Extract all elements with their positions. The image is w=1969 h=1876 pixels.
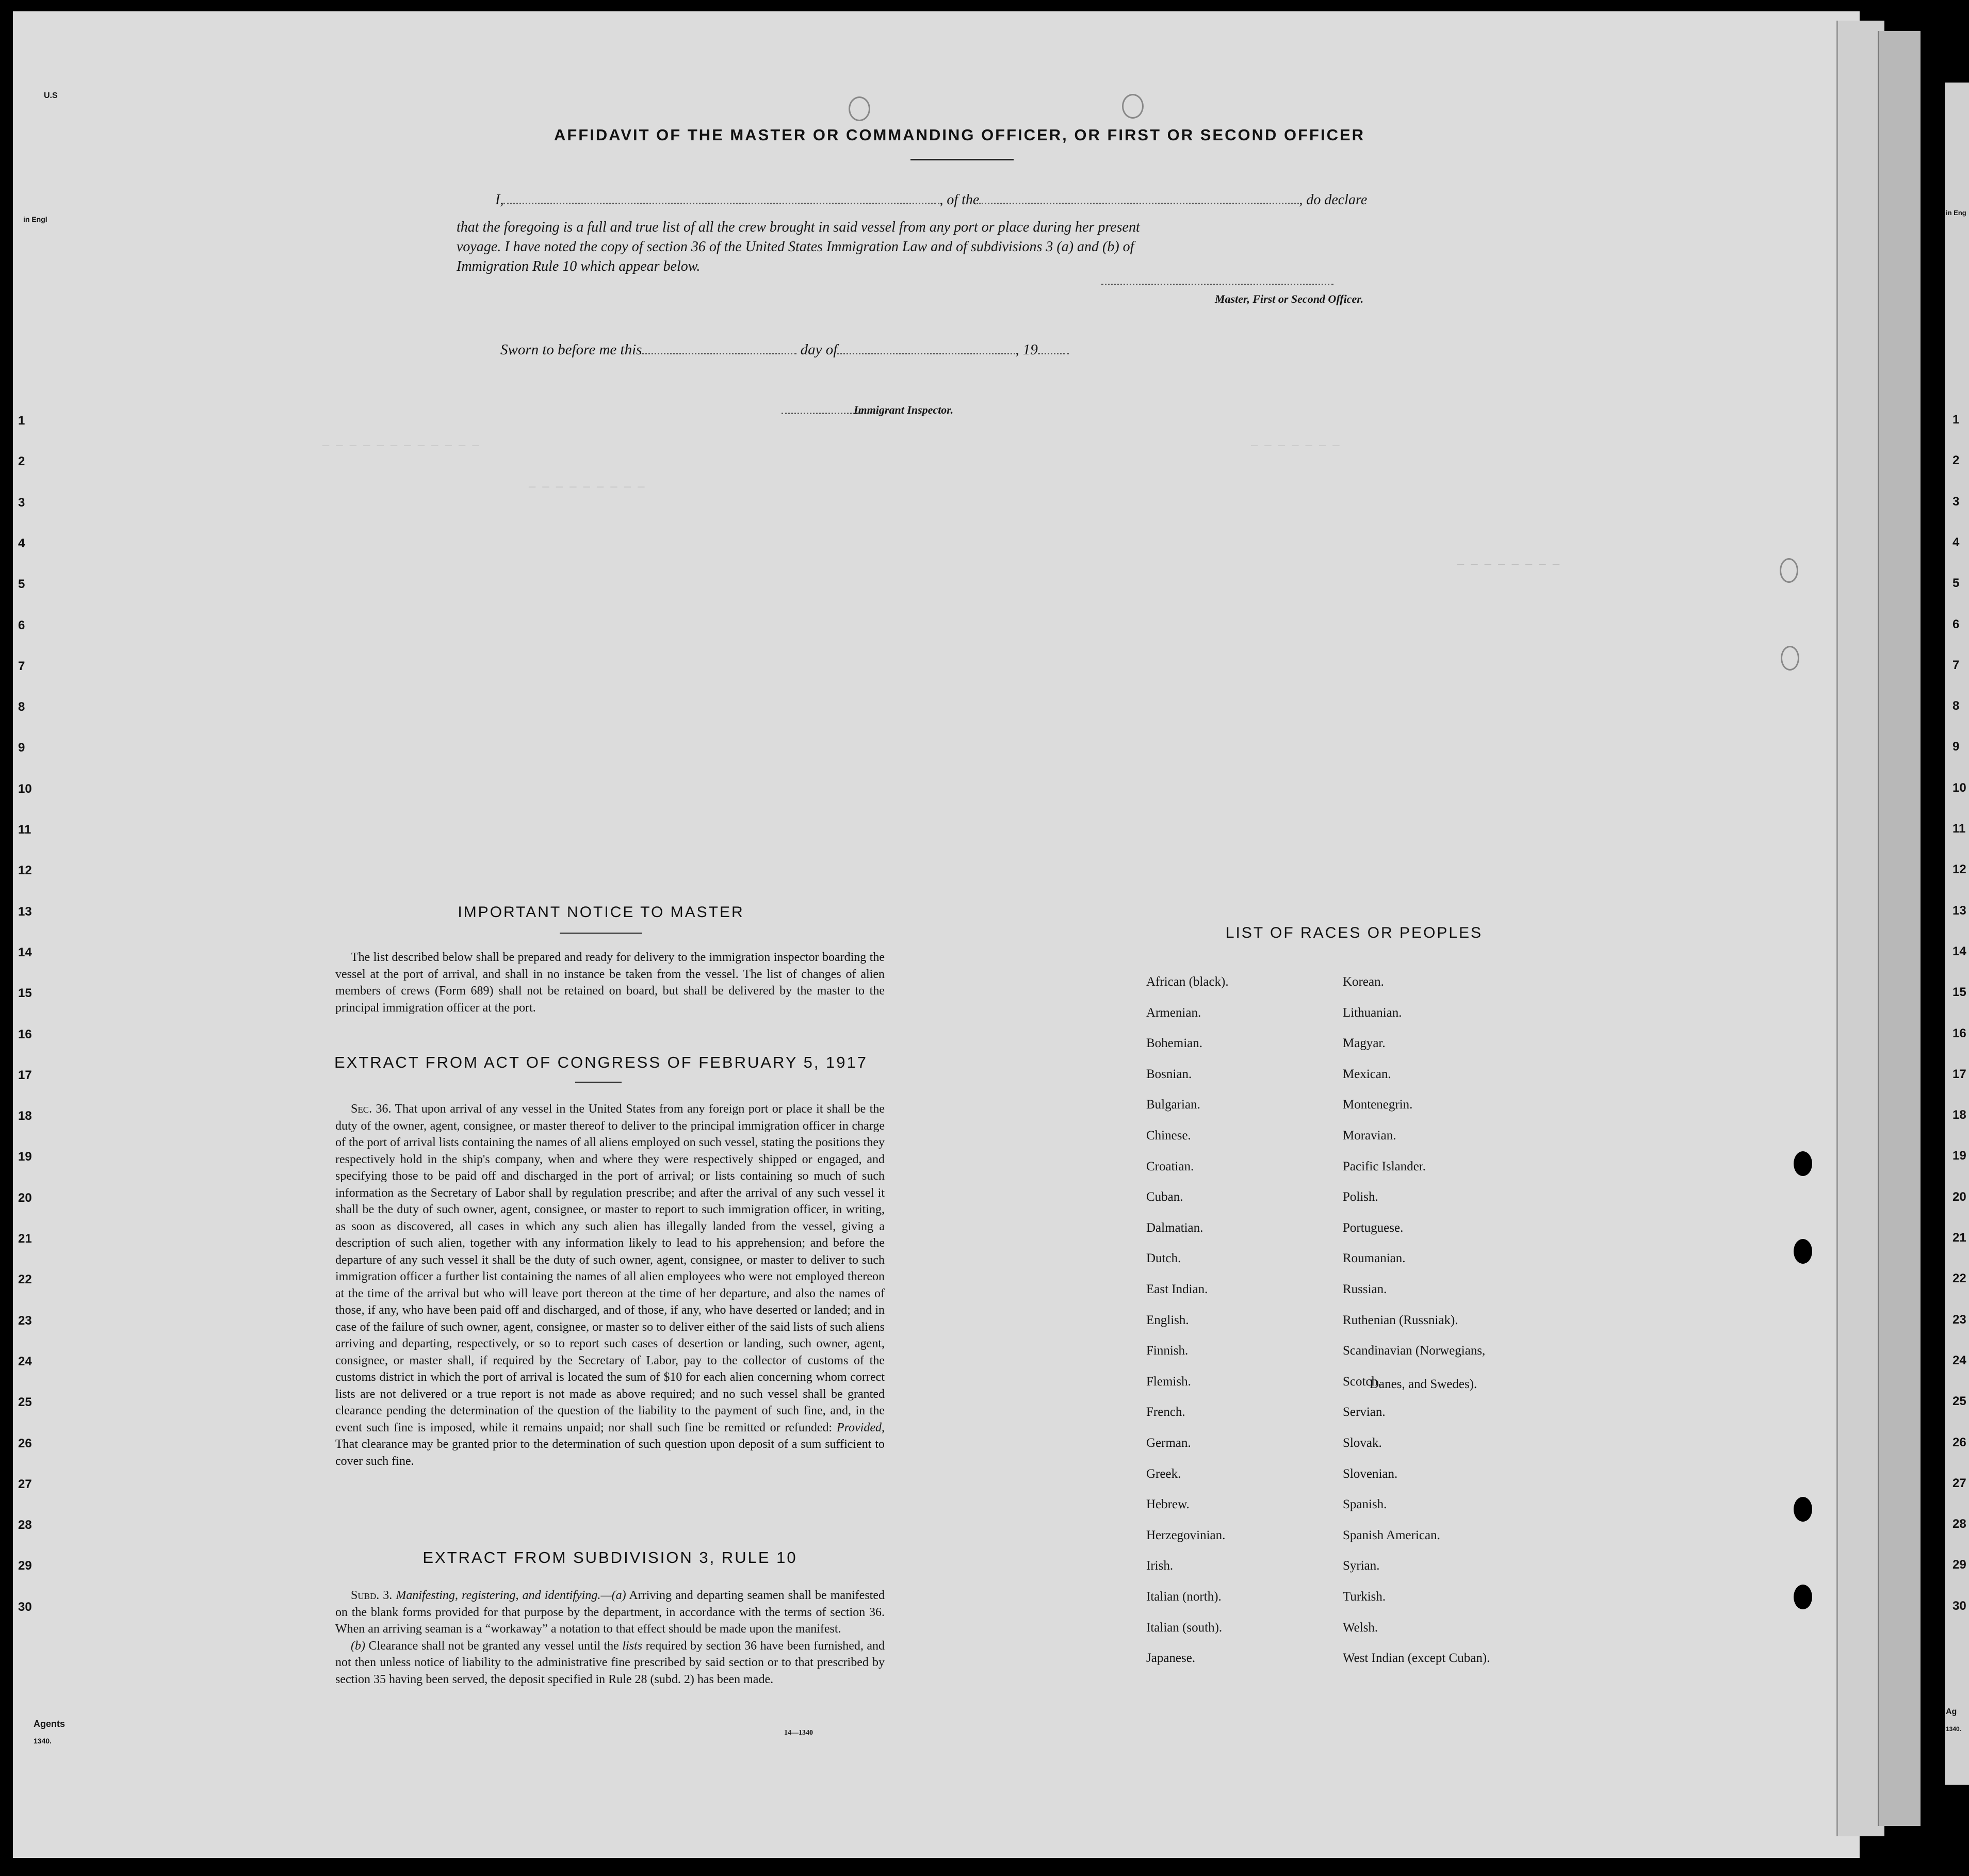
act-extract-title: EXTRACT FROM ACT OF CONGRESS OF FEBRUARY 5, 1917 <box>334 1053 868 1071</box>
race-item: Slovenian. <box>1343 1467 1398 1481</box>
race-item: Chinese. <box>1146 1129 1191 1143</box>
race-item: Croatian. <box>1146 1160 1194 1173</box>
row-number: 5 <box>1952 576 1960 590</box>
row-number: 26 <box>1952 1435 1966 1449</box>
sworn-month-blank <box>837 353 1015 354</box>
row-number: 19 <box>1952 1149 1966 1163</box>
row-number: 5 <box>18 577 25 591</box>
row-number: 29 <box>1952 1558 1966 1572</box>
punch-hole <box>1122 94 1144 119</box>
row-number: 27 <box>18 1477 32 1491</box>
race-item: Finnish. <box>1146 1344 1189 1358</box>
punch-hole <box>849 96 870 121</box>
race-item: Bosnian. <box>1146 1067 1192 1081</box>
form-number: 14—1340 <box>784 1729 813 1737</box>
race-item: Ruthenian (Russniak). <box>1343 1313 1458 1327</box>
vessel-blank <box>979 203 1299 204</box>
row-number: 8 <box>1952 699 1960 713</box>
punch-hole <box>1794 1239 1812 1264</box>
row-number: 1 <box>18 414 25 428</box>
race-item: Slovak. <box>1343 1436 1382 1450</box>
rule-subd-heading: Manifesting, registering, and identifying.—(a) <box>396 1589 626 1602</box>
margin-fragment-code-right: 1340. <box>1946 1725 1962 1733</box>
race-item: Spanish American. <box>1343 1528 1440 1542</box>
row-number: 16 <box>18 1027 32 1041</box>
inspector-label: Immigrant Inspector. <box>854 403 954 416</box>
row-number: 27 <box>1952 1476 1966 1490</box>
race-item: Montenegrin. <box>1343 1098 1413 1112</box>
sworn-day-of: day of <box>800 341 838 358</box>
row-number: 11 <box>18 823 31 837</box>
race-item: Korean. <box>1343 975 1384 989</box>
margin-fragment-agents: Agents <box>34 1719 66 1729</box>
row-number: 2 <box>18 454 25 468</box>
rule-extract-title: EXTRACT FROM SUBDIVISION 3, RULE 10 <box>422 1548 798 1567</box>
signature-blank <box>1101 284 1333 285</box>
sworn-line <box>500 341 1069 358</box>
rule-para-b-label: (b) <box>351 1639 365 1653</box>
margin-fragment-us: U.S <box>44 91 58 100</box>
race-item: Portuguese. <box>1343 1221 1404 1235</box>
act-section-body: That upon arrival of any vessel in the United States from any foreign port or place it shall be the duty of the owner, agent, consignee, or master thereof to deliver to the principal immigration officer in charge of the port of arrival lists containing the names of all aliens employed on such vessel, stating the positions they respectively hold in the ship's company, when and where they were respectively shipped or engaged, and specifying those to be paid off and discharged in the port of arrival; or lists containing so much of such information as the Secretary of Labor shall by regulation prescribe; and after the arrival of any such vessel it shall be the duty of such owner, agent, consignee, or master to report to such immigration officer, in writing, as soon as discovered, all cases in which any such alien has illegally landed from the vessel, giving a description of such alien, together with any information likely to lead to his apprehension; and before the departure of any such vessel it shall be the duty of such owner, agent, consignee, or master to deliver to such immigration officer a further list containing the names of all alien employees who were not employed thereon at the time of the arrival but who will leave port thereon at the time of her departure, and also the names of those, if any, who have been paid off and discharged, and of those, if any, who have deserted or landed; and in case of the failure of such owner, agent, consignee, or master so to deliver either of the said lists of such aliens arriving and departing, respectively, or so to report such cases of desertion or landing, such owner, agent, consignee, or master shall, if required by the Secretary of Labor, pay to the collector of customs of the customs district in which the port of arrival is located the sum of $10 for each alien concerning whom correct lists are not delivered or a true report is not made as above required; and no such vessel shall be granted clearance pending the determination of the question of the liability to the payment of such fine, and, in the event such fine is imposed, while it remains unpaid; nor shall such fine be remitted or refunded: <box>335 1102 885 1434</box>
race-item: Bohemian. <box>1146 1036 1203 1050</box>
race-item: Turkish. <box>1343 1590 1386 1604</box>
row-number: 13 <box>18 905 32 919</box>
race-item: West Indian (except Cuban). <box>1343 1651 1490 1665</box>
race-item: Bulgarian. <box>1146 1098 1200 1112</box>
row-number: 14 <box>1952 944 1966 958</box>
rule-subd-label: Subd. 3. <box>351 1589 393 1602</box>
race-item: Scotch. <box>1343 1375 1381 1389</box>
race-item: Russian. <box>1343 1282 1387 1296</box>
next-page-edge <box>1878 31 1921 1826</box>
notice-text: The list described below shall be prepared and ready for delivery to the immigration inspector boarding the vessel at the port of arrival, and shall in no instance be taken from the vessel. The list of changes of alien members of crews (Form 689) shall not be retained on board, but shall be delivered by the master to the principal immigration officer at the port. <box>335 951 885 1015</box>
rule-para-a <box>335 1587 885 1638</box>
race-item: African (black). <box>1146 975 1229 989</box>
row-number: 23 <box>1952 1313 1966 1327</box>
declaration-of-the: , of the <box>939 192 980 208</box>
row-number: 2 <box>1952 453 1960 467</box>
race-item: Dutch. <box>1146 1251 1181 1265</box>
row-number: 28 <box>1952 1517 1966 1531</box>
races-title: LIST OF RACES OR PEOPLES <box>1225 924 1483 941</box>
declaration-declare: , do declare <box>1299 192 1368 208</box>
row-number: 3 <box>18 496 25 510</box>
affidavit-declaration-line <box>495 192 1367 208</box>
row-number: 6 <box>1952 617 1960 631</box>
row-number: 25 <box>18 1395 32 1409</box>
row-number: 25 <box>1952 1394 1966 1408</box>
row-number: 1 <box>1952 413 1960 427</box>
affidavit-title: AFFIDAVIT OF THE MASTER OR COMMANDING OFFICER, OR FIRST OR SECOND OFFICER <box>554 126 1365 144</box>
race-item: Polish. <box>1343 1190 1378 1204</box>
race-item: Irish. <box>1146 1559 1174 1573</box>
row-number: 30 <box>18 1600 32 1614</box>
race-item: Moravian. <box>1343 1129 1396 1143</box>
punch-hole <box>1794 1585 1812 1609</box>
race-item: English. <box>1146 1313 1189 1327</box>
sworn-day-blank <box>642 353 796 354</box>
row-number: 13 <box>1952 904 1966 918</box>
race-scandinavian-continued: Danes, and Swedes). <box>1370 1377 1477 1391</box>
notice-underline <box>560 933 642 934</box>
margin-fragment-in-engl: in Engl <box>23 215 47 223</box>
race-item: Dalmatian. <box>1146 1221 1203 1235</box>
act-proviso-word: Provided, <box>836 1421 885 1434</box>
row-number: 29 <box>18 1559 32 1573</box>
affidavit-statement <box>457 218 1455 276</box>
act-extract-underline <box>575 1082 622 1083</box>
statement-line-2: voyage. I have noted the copy of section 36 of the United States Immigration Law and of subdivisions 3 (a) and (b) of <box>457 239 1134 255</box>
race-item: Servian. <box>1343 1405 1386 1419</box>
declaration-i: I, <box>495 192 504 208</box>
row-number: 3 <box>1952 495 1960 509</box>
notice-title: IMPORTANT NOTICE TO MASTER <box>458 904 744 921</box>
row-number: 17 <box>1952 1067 1966 1081</box>
act-proviso-text: That clearance may be granted prior to the determination of such question upon deposit of a sum sufficient to cover such fine. <box>335 1438 885 1468</box>
punch-hole <box>1780 558 1798 583</box>
row-number: 7 <box>18 659 25 673</box>
rule-extract-text <box>335 1587 885 1688</box>
rule-para-b-text-1: Clearance shall not be granted any vessel until the <box>368 1639 619 1653</box>
race-item: Spanish. <box>1343 1497 1387 1511</box>
row-number: 11 <box>1952 822 1966 836</box>
row-number: 19 <box>18 1150 32 1164</box>
document-page: — — — — — — — — — — — — — — — — — — — — — — — — — — — — — — — — — — — — U.S in Engl Agents 1340. 1 2 3 4 5 6 7 8 9 10 11 12 13 14 15 16 17 18 19 20 21 22 23 24 25 26 27 28 29 30 AFFIDAVIT OF THE MASTER OR COMMANDING OFFICER, OR FIRST OR SECOND OFFICER I, , of the , do declare that the foregoing is a full and true list of all the crew brought in said vessel from any port or place during her present voyage. I have noted the copy of section 36 of the United States Immigration Law and of subdivisions 3 (a) and (b) of Immigration Rule 10 which appear below. Master, First or Second Officer. Sworn to before me this day of , 19 Immigrant Inspector. IMPORTANT NOTICE TO MASTER The list described below shall be prepared and ready for delivery to the immigration inspector boarding the vessel at the port of arrival, and shall in no instance be taken from the vessel. The list of changes of alien members of crews (Form 689) shall not be retained on board, but shall be delivered by the master to the principal immigration officer at the port. EXTRACT FROM ACT OF CONGRESS OF FEBRUARY 5, 1917 Sec. 36. That upon arrival of any vessel in the United States from any foreign port or place it shall be the duty of the owner, agent, consignee, or master thereof to deliver to the principal immigration officer in charge of the port of arrival lists containing the names of all aliens employed on such vessel, stating the positions they respectively hold in the ship's company, when and where they were respectively shipped or engaged, and specifying those to be paid off and discharged in the port of arrival; or lists containing so much of such information as the Secretary of Labor shall by regulation prescribe; and after the arrival of any such vessel it shall be the duty of such owner, agent, consignee, or master to report to such immigration officer, in writing, as soon as discovered, all cases in which any such alien has illegally landed from the vessel, giving a description of such alien, together with any information likely to lead to his apprehension; and before the departure of any such vessel it shall be the duty of such owner, agent, consignee, or master to deliver to such immigration officer a further list containing the names of all alien employees who were not employed thereon at the time of the arrival but who will leave port thereon at the time of her departure, and also the names of those, if any, who have been paid off and discharged, and of those, if any, who have deserted or landed; and in case of the failure of such owner, agent, consignee, or master so to deliver either of the said lists of such aliens arriving and departing, respectively, or so to report such cases of desertion or landing, such owner, agent, consignee, or master shall, if required by the Secretary of Labor, pay to the collector of customs of the customs district in which the port of arrival is located the sum of $10 for each alien concerning whom correct lists are not delivered or a true report is not made as above required; and no such vessel shall be granted clearance pending the determination of the question of the liability to the payment of such fine, and, in the event such fine is imposed, while it remains unpaid; nor shall such fine be remitted or refunded: Provided, That clearance may be granted prior to the determination of such question upon deposit of a sum sufficient to cover such fine. EXTRACT FROM SUBDIVISION 3, RULE 10 Subd. 3. Manifesting, registering, and identifying.—(a) Arriving and departing seamen shall be manifested on the blank forms provided for that purpose by the department, in accordance with the terms of section 36. When an arriving seaman is a “workaway” a notation to that effect should be made upon the manifest. (b) Clearance shall not be granted any vessel until the lists required by section 36 have been furnished, and not then unless notice of liability to the administrative fine prescribed by said section or to that prescribed by section 35 having been served, the deposit specified in Rule 28 (subd. 2) has been made. 14—1340 LIST OF RACES OR PEOPLES African (black). Armenian. Bohemian. Bosnian. Bulgarian. Chinese. Croatian. Cuban. Dalmatian. Dutch. East Indian. English. Finnish. Flemish. French. German. Greek. Hebrew. Herzegovinian. Irish. Italian (north). Italian (south). Japanese. Korean. Lithuanian. Magyar. Mexican. Montenegrin. Moravian. Pacific Islander. Polish. Portuguese. Roumanian. Russian. Ruthenian (Russniak). Scandinavian (Norwegians, Scotch. Servian. Slovak. Slovenian. Spanish. Spanish American. Syrian. Turkish. Welsh. West Indian (except Cuban). Danes, and Swedes). <box>13 11 1860 1858</box>
row-number: 10 <box>1952 781 1966 795</box>
name-blank <box>503 203 939 204</box>
race-item: Cuban. <box>1146 1190 1183 1204</box>
statement-line-1: that the foregoing is a full and true list of all the crew brought in said vessel from any port or place during her present <box>457 219 1140 235</box>
act-extract-text <box>335 1101 885 1470</box>
row-number: 30 <box>1952 1599 1966 1613</box>
row-number: 21 <box>1952 1231 1966 1245</box>
row-number: 8 <box>18 700 25 714</box>
row-number: 22 <box>1952 1271 1966 1285</box>
race-item: Scandinavian (Norwegians, <box>1343 1344 1486 1358</box>
row-number: 21 <box>18 1232 32 1246</box>
rule-para-b-text-2: required by section 36 have been furnished, and not then unless notice of liability to the administrative fine prescribed by said section or to that prescribed by section 35 having been served, the deposit specified in Rule 28 (subd. 2) has been made. <box>335 1639 885 1686</box>
row-number: 23 <box>18 1314 32 1328</box>
race-item: Lithuanian. <box>1343 1006 1402 1020</box>
row-number: 6 <box>18 618 25 632</box>
race-item: Mexican. <box>1343 1067 1391 1081</box>
race-item: Welsh. <box>1343 1621 1378 1635</box>
race-item: French. <box>1146 1405 1185 1419</box>
rule-para-b <box>335 1638 885 1688</box>
race-item: Flemish. <box>1146 1375 1191 1389</box>
rule-para-b-lists: lists <box>622 1639 643 1653</box>
race-item: Hebrew. <box>1146 1497 1190 1511</box>
punch-hole <box>1781 646 1799 671</box>
row-number: 15 <box>1952 985 1966 999</box>
race-item: Syrian. <box>1343 1559 1380 1573</box>
race-item: Japanese. <box>1146 1651 1196 1665</box>
race-item: Herzegovinian. <box>1146 1528 1226 1542</box>
race-item: Magyar. <box>1343 1036 1386 1050</box>
margin-fragment-code: 1340. <box>34 1737 52 1745</box>
race-item: Pacific Islander. <box>1343 1160 1426 1173</box>
row-number: 22 <box>18 1273 32 1286</box>
sworn-prefix: Sworn to before me this <box>500 341 642 358</box>
margin-fragment-ag: Ag <box>1946 1707 1957 1716</box>
row-number: 16 <box>1952 1026 1966 1040</box>
signature-label: Master, First or Second Officer. <box>1215 292 1364 305</box>
race-item: Greek. <box>1146 1467 1181 1481</box>
rule-para-a-text: Arriving and departing seamen shall be manifested on the blank forms provided for that purpose by the department, in accordance with the terms of section 36. When an arriving seaman is a “workaway” a notation to that effect should be made upon the manifest. <box>335 1589 885 1636</box>
act-section-label: Sec. 36. <box>351 1102 392 1116</box>
row-number: 7 <box>1952 658 1960 672</box>
title-underline <box>910 159 1014 160</box>
row-number: 18 <box>18 1109 32 1123</box>
row-number: 12 <box>18 863 32 877</box>
race-item: Italian (south). <box>1146 1621 1223 1635</box>
race-item: Armenian. <box>1146 1006 1201 1020</box>
row-number: 24 <box>18 1355 32 1368</box>
row-number: 15 <box>18 986 32 1000</box>
inspector-blank <box>782 413 861 414</box>
punch-hole <box>1794 1151 1812 1176</box>
race-item: East Indian. <box>1146 1282 1208 1296</box>
race-item: Roumanian. <box>1343 1251 1406 1265</box>
sworn-year-blank <box>1038 353 1069 354</box>
row-number: 12 <box>1952 862 1966 876</box>
row-number: 20 <box>18 1191 32 1205</box>
row-number: 17 <box>18 1068 32 1082</box>
row-number: 26 <box>18 1437 32 1450</box>
row-number: 14 <box>18 945 32 959</box>
row-number: 28 <box>18 1518 32 1532</box>
statement-line-3: Immigration Rule 10 which appear below. <box>457 258 701 274</box>
race-item: Italian (north). <box>1146 1590 1222 1604</box>
row-number: 20 <box>1952 1190 1966 1204</box>
margin-fragment-in-eng: in Eng <box>1946 209 1966 217</box>
row-number: 10 <box>18 782 32 796</box>
row-number: 9 <box>18 741 25 755</box>
punch-hole <box>1794 1497 1812 1522</box>
row-number: 18 <box>1952 1108 1966 1122</box>
sworn-year: , 19 <box>1015 341 1038 358</box>
row-number: 24 <box>1952 1353 1966 1367</box>
row-number: 9 <box>1952 740 1960 754</box>
row-number: 4 <box>1952 535 1960 549</box>
race-item: German. <box>1146 1436 1191 1450</box>
row-number: 4 <box>18 536 25 550</box>
